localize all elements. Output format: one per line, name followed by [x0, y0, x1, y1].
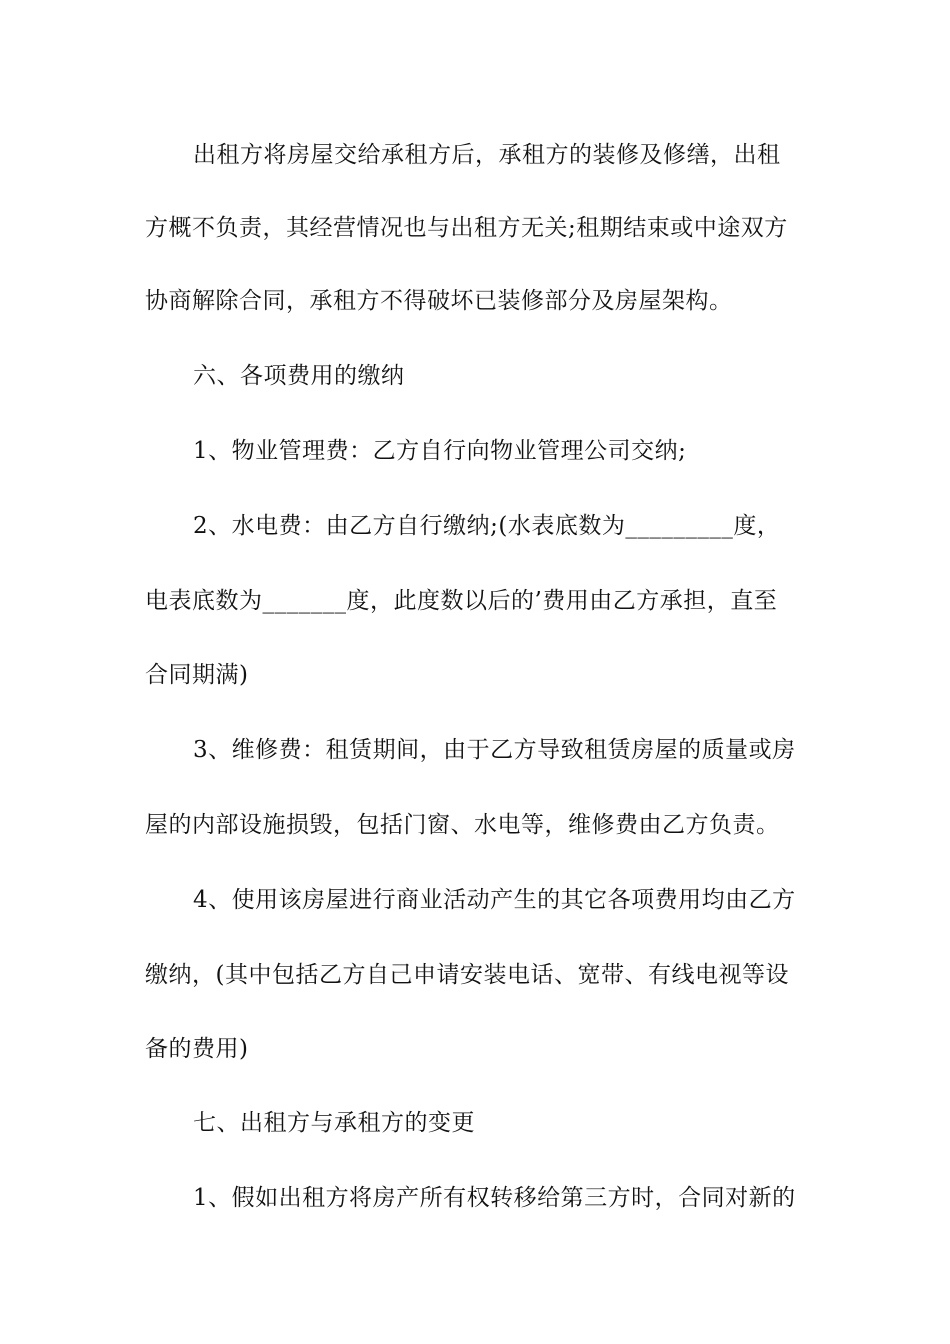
paragraph-line: 合同期满) — [145, 662, 249, 688]
paragraph-line: 2、水电费：由乙方自行缴纳;(水表底数为_________度， — [193, 513, 781, 539]
paragraph-line: 方概不负责，其经营情况也与出租方无关;租期结束或中途双方 — [145, 215, 788, 241]
paragraph-line: 电表底数为_______度，此度数以后的’费用由乙方承担，直至 — [145, 588, 778, 614]
paragraph-line: 协商解除合同，承租方不得破坏已装修部分及房屋架构。 — [145, 288, 733, 314]
paragraph-line: 屋的内部设施损毁，包括门窗、水电等，维修费由乙方负责。 — [145, 812, 780, 838]
paragraph-line: 3、维修费：租赁期间，由于乙方导致租赁房屋的质量或房 — [193, 737, 796, 763]
section-heading: 七、出租方与承租方的变更 — [193, 1110, 475, 1136]
paragraph-line: 4、使用该房屋进行商业活动产生的其它各项费用均由乙方 — [193, 887, 796, 913]
paragraph-line: 1、假如出租方将房产所有权转移给第三方时，合同对新的 — [193, 1185, 796, 1211]
paragraph-line: 1、物业管理费：乙方自行向物业管理公司交纳; — [193, 438, 687, 464]
section-heading: 六、各项费用的缴纳 — [193, 363, 405, 389]
paragraph-line: 缴纳，(其中包括乙方自己申请安装电话、宽带、有线电视等设 — [145, 962, 789, 988]
paragraph-line: 出租方将房屋交给承租方后，承租方的装修及修缮，出租 — [193, 142, 781, 168]
paragraph-line: 备的费用) — [145, 1036, 249, 1062]
